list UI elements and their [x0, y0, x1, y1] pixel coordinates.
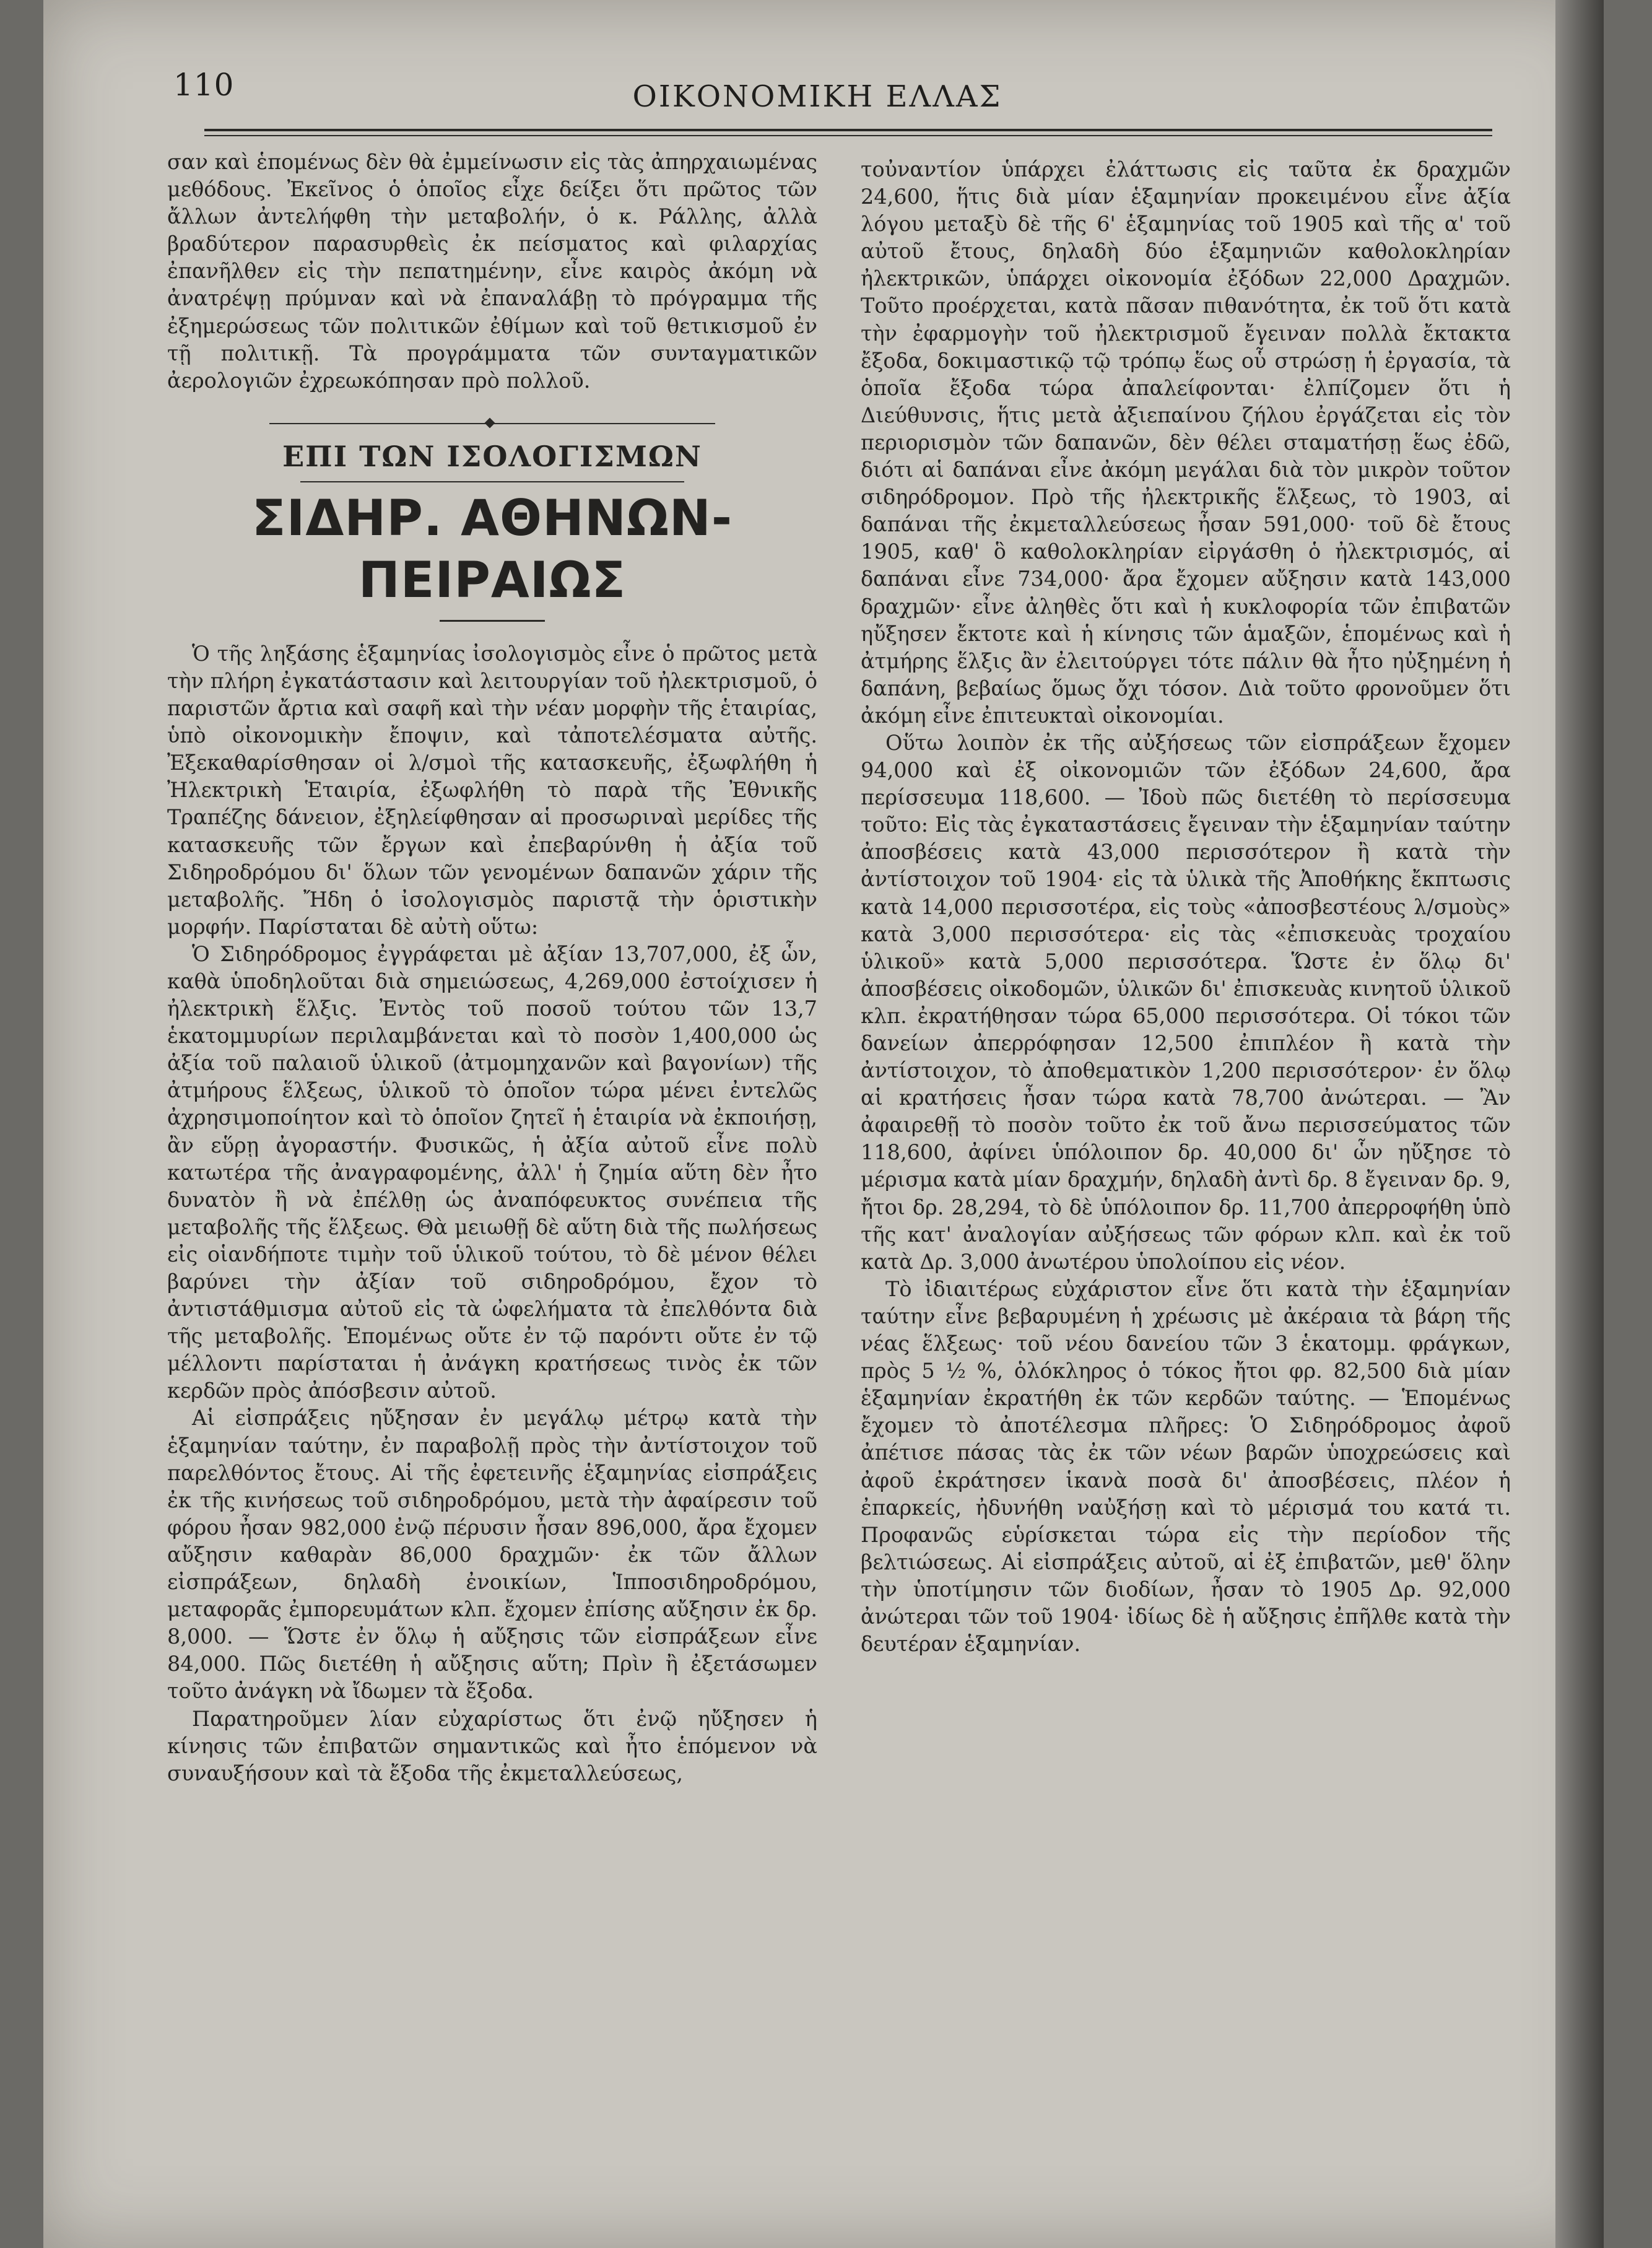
paragraph: Ὁ τῆς ληξάσης ἑξαμηνίας ἰσολογισμὸς εἶνε ὁ πρῶτος μετὰ τὴν πλήρη ἐγκατάστασιν καὶ λειτουργίαν τοῦ ἠλεκτρισμοῦ, ὁ παριστῶν ἄρτια καὶ σαφῆ καὶ τὴν νέαν μορφὴν τῆς ἑταιρίας, ὑπὸ οἰκονομικὴν ἔποψιν, καὶ τἀποτελέσματα αὐτῆς. Ἐξεκαθαρίσθησαν οἱ λ/σμοὶ τῆς κατασκευῆς, ἐξωφλήθη ἡ Ἠλεκτρικὴ Ἑταιρία, ἐξωφλήθη τὸ παρὰ τῆς Ἐθνικῆς Τραπέζης δάνειον, ἐξηλείφθησαν αἱ προσωριναὶ μερίδες τῆς κατασκευῆς τῶν ἔργων καὶ ἐπεβαρύνθη ἡ ἀξία τοῦ Σιδηροδρόμου δι' ὅλων τῶν γενομένων δαπανῶν χάριν τῆς μεταβολῆς. Ἤδη ὁ ἰσολογισμὸς παριστᾷ τὴν ὁριστικὴν μορφήν. Παρίσταται δὲ αὐτὴ οὕτω:	[167, 641, 817, 939]
page-edge-shadow	[1555, 0, 1604, 2248]
diamond-ornament	[485, 417, 495, 428]
paragraph: Τὸ ἰδιαιτέρως εὐχάριστον εἶνε ὅτι κατὰ τὴν ἑξαμηνίαν ταύτην εἶνε βεβαρυμένη ἡ χρέωσις μὲ ἀκέραια τὰ βάρη τῆς νέας ἕλξεως· τοῦ νέου δανείου τῶν 3 ἑκατομμ. φράγκων, πρὸς 5 ½ %, ὁλόκληρος ὁ τόκος ἤτοι φρ. 82,500 διὰ μίαν ἑξαμηνίαν ἐκρατήθη ἐκ τῶν κερδῶν ταύτης. — Ἑπομένως ἔχομεν τὸ ἀποτέλεσμα πλῆρες: Ὁ Σιδηρόδρομος ἀφοῦ ἀπέτισε πάσας τὰς ἐκ τῶν νέων βαρῶν ὑποχρεώσεις καὶ ἀφοῦ ἐκράτησεν ἱκανὰ ποσὰ δι' ἀποσβέσεις, πλέον ἡ ἐπαρκείς, ἠδυνήθη ναὐξήσῃ καὶ τὸ μέρισμά του κατά τι. Προφανῶς εὑρίσκεται τώρα εἰς τὴν περίοδον τῆς βελτιώσεως. Αἱ εἰσπράξεις αὐτοῦ, αἱ ἐξ ἐπιβατῶν, μεθ' ὅλην τὴν ὑποτίμησιν τῶν διοδίων, ἦσαν τὸ 1905 Δρ. 92,000 ἀνώτεραι τῶν τοῦ 1904· ἰδίως δὲ ἡ αὔξησις ἐπῆλθε κατὰ τὴν δευτέραν ἑξαμηνίαν.	[861, 1276, 1511, 1657]
paragraph: τοὐναντίον ὑπάρχει ἐλάττωσις εἰς ταῦτα ἐκ δραχμῶν 24,600, ἥτις διὰ μίαν ἑξαμηνίαν προκειμένου εἶνε ἀξία λόγου μεταξὺ δὲ τῆς 6' ἑξαμηνίας τοῦ 1905 καὶ τῆς α' τοῦ αὐτοῦ ἔτους, δηλαδὴ δύο ἑξαμηνιῶν καθολοκληρίαν ἠλεκτρικῶν, ὑπάρχει οἰκονομία ἐξόδων 22,000 Δραχμῶν. Τοῦτο προέρχεται, κατὰ πᾶσαν πιθανότητα, ἐκ τοῦ ὅτι κατὰ τὴν ἐφαρμογὴν τοῦ ἠλεκτρισμοῦ ἔγειναν πολλὰ ἔκτακτα ἔξοδα, δοκιμαστικῷ τῷ τρόπῳ ἕως οὗ στρώσῃ ἡ ἐργασία, τὰ ὁποῖα ἔξοδα τώρα ἀπαλείφονται· ἐλπίζομεν ὅτι ἡ Διεύθυνσις, ἥτις μετὰ ἀξιεπαίνου ζήλου ἐργάζεται εἰς τὸν περιορισμὸν τῶν δαπανῶν, δὲν θέλει σταματήσῃ ἕως ἐδῶ, διότι αἱ δαπάναι εἶνε ἀκόμη μεγάλαι διὰ τὸν μικρὸν τοῦτον σιδηρόδρομον. Πρὸ τῆς ἠλεκτρικῆς ἕλξεως, τὸ 1903, αἱ δαπάναι τῆς ἐκμεταλλεύσεως ἦσαν 591,000· τοῦ δὲ ἔτους 1905, καθ' ὃ καθολοκληρίαν εἰργάσθη ὁ ἠλεκτρισμός, αἱ δαπάναι εἶνε 734,000· ἄρα ἔχομεν αὔξησιν κατὰ 143,000 δραχμῶν· εἶνε ἀληθὲς ὅτι καὶ ἡ κυκλοφορία τῶν ἐπιβατῶν ηὔξησεν ἔκτοτε καὶ ἡ κίνησις τῶν ἁμαξῶν, ἑπομένως καὶ ἡ ἀτμήρης ἕλξις ἂν ἐλειτούργει τότε πάλιν θὰ ἦτο ηὐξημένη ἡ δαπάνη, βεβαίως ὅμως ὄχι τόσον. Διὰ τοῦτο φρονοῦμεν ὅτι ἀκόμη εἶνε ἐπιτευκταὶ οἰκονομίαι.	[861, 157, 1511, 728]
right-column	[861, 156, 1511, 1658]
left-column	[167, 149, 817, 1787]
paragraph: Ὁ Σιδηρόδρομος ἐγγράφεται μὲ ἀξίαν 13,707,000, ἐξ ὧν, καθὰ ὑποδηλοῦται διὰ σημειώσεως, 4,269,000 ἐστοίχισεν ἡ ἠλεκτρικὴ ἕλξις. Ἐντὸς τοῦ ποσοῦ τούτου τῶν 13,7 ἑκατομμυρίων περιλαμβάνεται καὶ τὸ ποσὸν 1,400,000 ὡς ἀξία τοῦ παλαιοῦ ὑλικοῦ (ἀτμομηχανῶν καὶ βαγονίων) τῆς ἀτμήρους ἕλξεως, ὑλικοῦ τὸ ὁποῖον τώρα μένει ἐντελῶς ἀχρησιμοποίητον καὶ τὸ ὁποῖον ζητεῖ ἡ ἑταιρία νὰ ἐκποιήσῃ, ἂν εὕρῃ ἀγοραστήν. Φυσικῶς, ἡ ἀξία αὐτοῦ εἶνε πολὺ κατωτέρα τῆς ἀναγραφομένης, ἀλλ' ἡ ζημία αὕτη δὲν ἦτο δυνατὸν ἢ νὰ ἐπέλθῃ ὡς ἀναπόφευκτος συνέπεια τῆς μεταβολῆς τῆς ἕλξεως. Θὰ μειωθῇ δὲ αὕτη διὰ τῆς πωλήσεως εἰς οἱανδήποτε τιμὴν τοῦ ὑλικοῦ τούτου, τὸ δὲ μένον θέλει βαρύνει τὴν ἀξίαν τοῦ σιδηροδρόμου, ἔχον τὸ ἀντιστάθμισμα αὐτοῦ εἰς τὰ ὠφελήματα τὰ ἐπελθόντα διὰ τῆς μεταβολῆς. Ἑπομένως οὔτε ἐν τῷ παρόντι οὔτε ἐν τῷ μέλλοντι παρίσταται ἡ ἀνάγκη κρατήσεως τινὸς ἐκ τῶν κερδῶν πρὸς ἀπόσβεσιν αὐτοῦ.	[167, 941, 817, 1403]
intro-paragraph: σαν καὶ ἑπομένως δὲν θὰ ἐμμείνωσιν εἰς τὰς ἀπηρχαιωμένας μεθόδους. Ἐκεῖνος ὁ ὁποῖος εἶχε δείξει ὅτι πρῶτος τῶν ἄλλων ἀντελήφθη τὴν μεταβολήν, ὁ κ. Ράλλης, ἀλλὰ βραδύτερον παρασυρθεὶς ἐκ πείσματος καὶ φιλαρχίας ἐπανῆλθεν εἰς τὴν πεπατημένην, εἶνε καιρὸς ἀκόμη νὰ ἀνατρέψῃ πρύμναν καὶ νὰ ἐπαναλάβῃ τὸ πρόγραμμα τῆς ἐξημερώσεως τῶν πολιτικῶν ἐθίμων καὶ τοῦ θετικισμοῦ ἐν τῇ πολιτικῇ. Τὰ προγράμματα τῶν συνταγματικῶν ἀερολογιῶν ἐχρεωκόπησαν πρὸ πολλοῦ.	[167, 150, 817, 393]
ornament-divider	[269, 419, 715, 428]
paragraph: Παρατηροῦμεν λίαν εὐχαρίστως ὅτι ἐνῷ ηὔξησεν ἡ κίνησις τῶν ἐπιβατῶν σημαντικῶς καὶ ἦτο ἑπόμενον νὰ συναυξήσουν καὶ τὰ ἔξοδα τῆς ἐκμεταλλεύσεως,	[167, 1706, 817, 1785]
article-title: ΣΙΔΗΡ. ΑΘΗΝΩΝ-ΠΕΙΡΑΙΩΣ	[251, 489, 733, 609]
article-rule	[440, 620, 545, 622]
section-title: ΕΠΙ ΤΩΝ ΙΣΟΛΟΓΙΣΜΩΝ	[282, 439, 702, 473]
header-rule	[204, 129, 1492, 131]
paragraph: Αἱ εἰσπράξεις ηὔξησαν ἐν μεγάλῳ μέτρῳ κατὰ τὴν ἑξαμηνίαν ταύτην, ἐν παραβολῇ πρὸς τὴν ἀντίστοιχον τοῦ παρελθόντος ἔτους. Αἱ τῆς ἐφετεινῆς ἑξαμηνίας εἰσπράξεις ἐκ τῆς κινήσεως τοῦ σιδηροδρόμου, μετὰ τὴν ἀφαίρεσιν τοῦ φόρου ἦσαν 982,000 ἐνῷ πέρυσιν ἦσαν 896,000, ἄρα ἔχομεν αὔξησιν καθαρὰν 86,000 δραχμῶν· ἐκ τῶν ἄλλων εἰσπράξεων, δηλαδὴ ἐνοικίων, Ἱπποσιδηροδρόμου, μεταφορᾶς ἐμπορευμάτων κλπ. ἔχομεν ἐπίσης αὔξησιν ἐκ δρ. 8,000. — Ὥστε ἐν ὅλῳ ἡ αὔξησις τῶν εἰσπράξεων εἶνε 84,000. Πῶς διετέθη ἡ αὔξησις αὕτη; Πρὶν ἢ ἐξετάσωμεν τοῦτο ἀνάγκη νὰ ἴδωμεν τὰ ἔξοδα.	[167, 1406, 817, 1704]
page-header	[173, 62, 1461, 118]
header-rule-thin	[204, 135, 1492, 136]
page-number: 110	[173, 67, 235, 103]
section-rule	[300, 481, 684, 482]
paragraph: Οὕτω λοιπὸν ἐκ τῆς αὐξήσεως τῶν εἰσπράξεων ἔχομεν 94,000 καὶ ἐξ οἰκονομιῶν τῶν ἐξόδων 24,600, ἄρα περίσσευμα 118,600. — Ἰδοὺ πῶς διετέθη τὸ περίσσευμα τοῦτο: Εἰς τὰς ἐγκαταστάσεις ἔγειναν τὴν ἑξαμηνίαν ταύτην ἀποσβέσεις κατὰ 43,000 περισσότερον ἢ κατὰ τὴν ἀντίστοιχον τοῦ 1904· εἰς τὰ ὑλικὰ τῆς Ἀποθήκης ἔκπτωσις κατὰ 14,000 περισσοτέρα, εἰς τοὺς «ἀποσβεστέους λ/σμοὺς» κατὰ 3,000 περισσότερα· εἰς τὰς «ἐπισκευὰς τροχαίου ὑλικοῦ» κατὰ 5,000 περισσότερα. Ὥστε ἐν ὅλῳ δι' ἀποσβέσεις οἰκοδομῶν, ὑλικῶν δι' ἐπισκευὰς κινητοῦ ὑλικοῦ κλπ. ἐκρατήθησαν τώρα 65,000 περισσότερα. Οἱ τόκοι τῶν δανείων ἀπερρόφησαν 12,500 ἐπιπλέον ἢ κατὰ τὴν ἀντίστοιχον, τὸ ἀποθεματικὸν 1,200 περισσότερον· ἐν ὅλῳ αἱ κρατήσεις ἦσαν τώρα κατὰ 78,700 ἀνώτεραι. — Ἂν ἀφαιρεθῇ τὸ ποσὸν τοῦτο ἐκ τοῦ ἄνω περισσεύματος τῶν 118,600, ἀφίνει ὑπόλοιπον δρ. 40,000 δι' ὧν ηὔξησε τὸ μέρισμα κατὰ μίαν δραχμήν, δηλαδὴ ἀντὶ δρ. 8 ἔγειναν δρ. 9, ἤτοι δρ. 28,294, τὸ δὲ ὑπόλοιπον δρ. 11,700 ἀπερροφήθη ὑπὸ τῆς κατ' ἀναλογίαν αὐξήσεως τῶν φόρων κλπ. καὶ ἐκ τοῦ κατὰ Δρ. 3,000 ἀνωτέρου ὑπολοίπου εἰς νέον.	[861, 730, 1511, 1274]
journal-title: ΟΙΚΟΝΟΜΙΚΗ ΕΛΛΑΣ	[632, 79, 1002, 114]
